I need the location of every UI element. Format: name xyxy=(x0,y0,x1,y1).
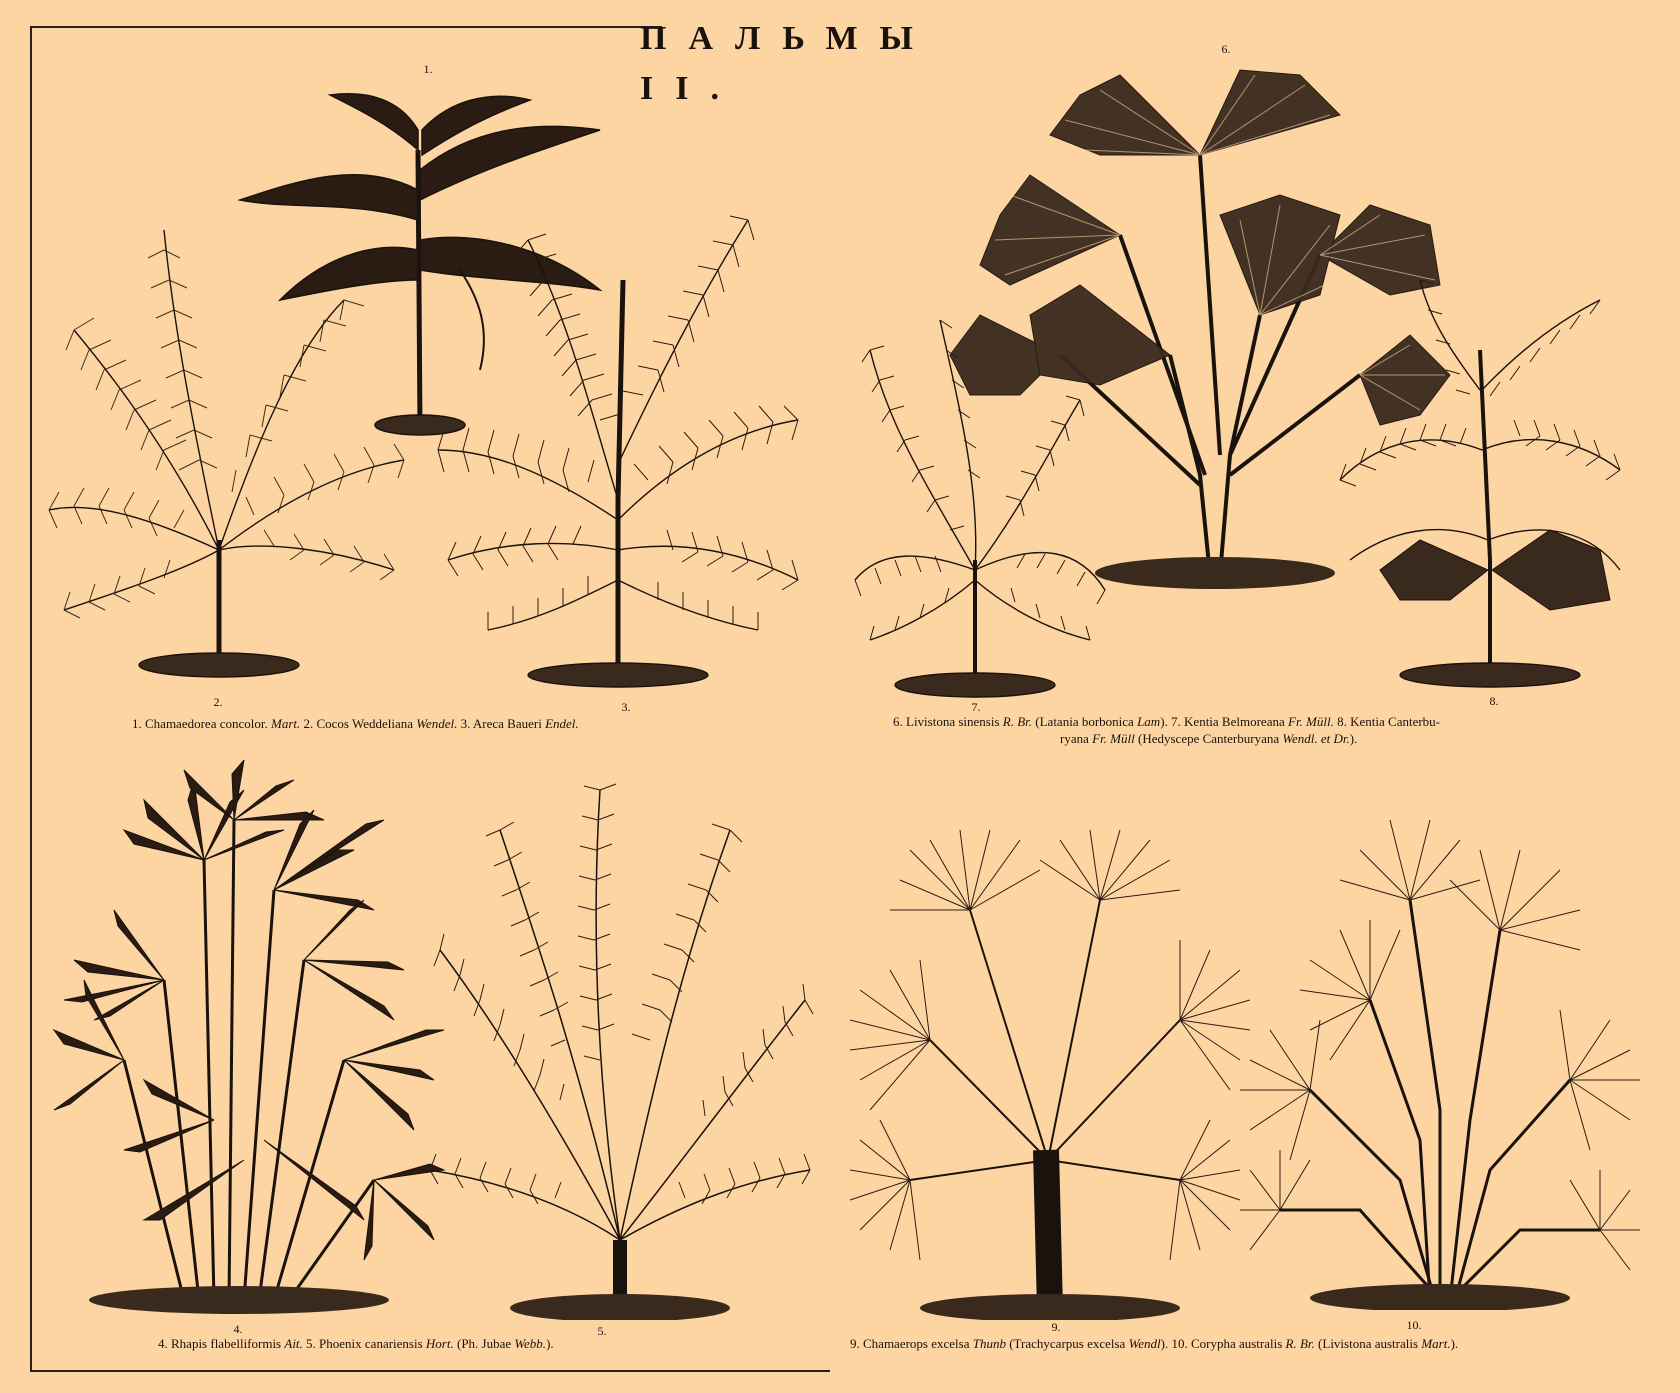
caption-1-part-0: 1. Chamaedorea concolor. xyxy=(132,716,271,731)
caption-3-part-6: ). xyxy=(546,1336,554,1351)
figure-number-6: 6. xyxy=(1221,42,1231,56)
caption-4-part-8: ). xyxy=(1450,1336,1459,1351)
caption-1-part-1: Mart. xyxy=(270,716,301,731)
frame-bottom-line xyxy=(32,1370,830,1372)
figure-number-4: 4. xyxy=(233,1322,243,1336)
plant-9-chamaerops-illustration xyxy=(850,820,1250,1320)
figure-number-3: 3. xyxy=(621,700,631,714)
caption-2b-part-1: Fr. Müll xyxy=(1092,731,1135,746)
caption-plate-4 xyxy=(850,1336,1458,1352)
caption-1-part-4: 3. Areca Baueri xyxy=(457,716,546,731)
caption-2-part-2: (Latania borbonica xyxy=(1032,714,1138,729)
frame-left-line xyxy=(30,26,32,1372)
plate-title: ПАЛЬМЫ II. xyxy=(640,20,935,107)
plant-5-phoenix-illustration xyxy=(420,770,820,1320)
caption-2b-part-0: ryana xyxy=(1060,731,1093,746)
caption-3-part-5: Webb. xyxy=(514,1336,547,1351)
caption-4-part-3: Wendl xyxy=(1128,1336,1161,1351)
caption-2-part-1: R. Br. xyxy=(1002,714,1033,729)
caption-2-part-4: ). 7. Kentia Belmoreana xyxy=(1160,714,1288,729)
figure-number-9: 9. xyxy=(1051,1320,1061,1334)
plant-2-cocos-illustration xyxy=(44,210,424,680)
caption-1-part-2: 2. Cocos Weddeliana xyxy=(300,716,417,731)
frame-top-line xyxy=(32,26,662,28)
figure-number-1: 1. xyxy=(423,62,433,76)
plant-3-areca-illustration xyxy=(428,200,818,690)
caption-3-part-0: 4. Rhapis flabelliformis xyxy=(158,1336,285,1351)
caption-4-part-7: Mart. xyxy=(1421,1336,1451,1351)
plant-7-kentia-belmoreana-illustration xyxy=(850,310,1110,700)
caption-1-part-3: Wendel. xyxy=(416,716,458,731)
caption-4-part-4: ). 10. Corypha australis xyxy=(1160,1336,1286,1351)
plant-4-rhapis-illustration xyxy=(44,760,454,1320)
caption-plate-2-line-1 xyxy=(893,714,1440,730)
caption-plate-3 xyxy=(158,1336,554,1352)
figure-number-7: 7. xyxy=(971,700,981,714)
caption-2-part-3: Lam xyxy=(1137,714,1161,729)
caption-4-part-2: (Trachycarpus excelsa xyxy=(1005,1336,1129,1351)
figure-number-8: 8. xyxy=(1489,694,1499,708)
caption-2-part-0: 6. Livistona sinensis xyxy=(893,714,1003,729)
caption-2-part-6: 8. Kentia Canterbu- xyxy=(1333,714,1441,729)
caption-3-part-2: 5. Phoenix canariensis xyxy=(302,1336,426,1351)
plant-8-kentia-canterburyana-illustration xyxy=(1330,270,1630,690)
plant-10-corypha-illustration xyxy=(1240,810,1640,1310)
caption-2b-part-3: Wendl. et Dr. xyxy=(1282,731,1350,746)
caption-plate-1 xyxy=(132,716,579,732)
caption-4-part-5: R. Br. xyxy=(1285,1336,1315,1351)
caption-1-part-5: Endel. xyxy=(545,716,579,731)
figure-number-5: 5. xyxy=(597,1324,607,1338)
caption-plate-2-line-2 xyxy=(1060,731,1357,747)
caption-2-part-5: Fr. Müll. xyxy=(1288,714,1334,729)
caption-3-part-3: Hort. xyxy=(425,1336,454,1351)
caption-2b-part-4: ). xyxy=(1349,731,1358,746)
figure-number-2: 2. xyxy=(213,695,223,709)
caption-4-part-1: Thunb xyxy=(972,1336,1006,1351)
caption-4-part-0: 9. Chamaerops excelsa xyxy=(850,1336,973,1351)
caption-4-part-6: (Livistona australis xyxy=(1314,1336,1422,1351)
caption-2b-part-2: (Hedyscepe Canterburyana xyxy=(1134,731,1283,746)
caption-3-part-4: (Ph. Jubae xyxy=(453,1336,515,1351)
figure-number-10: 10. xyxy=(1406,1318,1422,1332)
caption-3-part-1: Ait. xyxy=(284,1336,303,1351)
